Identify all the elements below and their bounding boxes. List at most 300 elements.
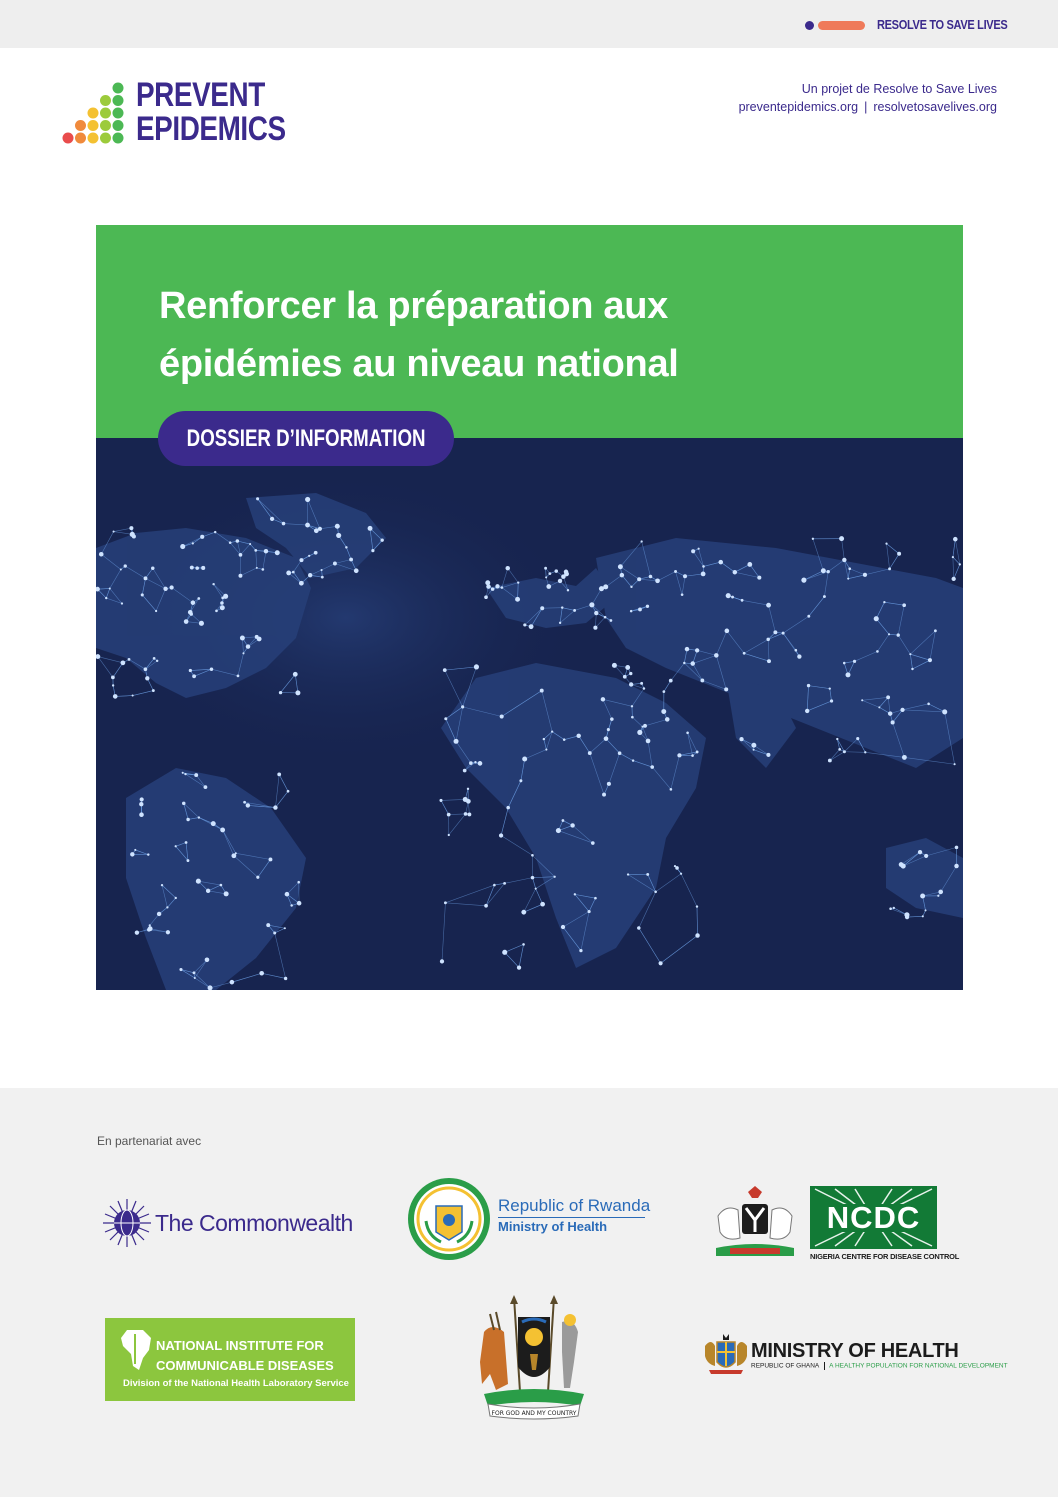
network-node [927, 703, 930, 706]
network-node [224, 891, 229, 896]
network-node [902, 755, 907, 760]
nigeria-coat-of-arms-icon [712, 1186, 798, 1260]
partners-intro: En partenariat avec [97, 1134, 202, 1148]
network-node [546, 584, 551, 589]
network-node [548, 572, 551, 575]
network-node [773, 630, 777, 634]
network-node [120, 568, 122, 570]
network-node [290, 904, 292, 906]
network-node [236, 539, 240, 543]
network-node [821, 568, 826, 573]
network-node [212, 583, 214, 585]
network-node [695, 933, 699, 937]
network-node [842, 558, 846, 562]
network-node [610, 619, 613, 622]
network-node [199, 621, 204, 626]
network-node [739, 737, 743, 741]
network-node [210, 667, 213, 670]
network-node [286, 571, 291, 576]
network-node [206, 889, 210, 893]
network-node [579, 949, 582, 952]
header-dot-icon [805, 21, 814, 30]
network-node [686, 731, 689, 734]
network-node [229, 541, 232, 544]
network-node [345, 546, 347, 548]
network-node [954, 864, 958, 868]
network-node [685, 647, 689, 651]
network-node [170, 585, 174, 589]
network-node [587, 910, 590, 913]
network-node [194, 977, 196, 979]
partners-section [0, 1088, 1058, 1497]
network-node [594, 611, 598, 615]
network-node [220, 601, 224, 605]
network-node [305, 523, 310, 528]
network-node [733, 570, 737, 574]
network-node [603, 584, 608, 589]
network-node [214, 531, 216, 533]
logo-dot [63, 133, 74, 144]
network-node [741, 599, 744, 602]
network-node [558, 579, 562, 583]
network-node [354, 568, 359, 573]
network-node [655, 578, 660, 583]
network-node [669, 679, 673, 683]
logo-line-2: EPIDEMICS [136, 110, 286, 148]
hero-panel [96, 225, 963, 990]
network-node [185, 841, 188, 844]
network-node [853, 660, 856, 663]
network-node [650, 765, 654, 769]
network-node [282, 522, 286, 526]
header-pill-icon [818, 21, 865, 30]
network-node [629, 682, 633, 686]
network-node [187, 859, 190, 862]
network-node [254, 549, 257, 552]
network-node [141, 593, 144, 596]
network-node [121, 660, 126, 665]
network-node [553, 876, 555, 878]
network-node [556, 828, 561, 833]
network-node [607, 728, 610, 731]
network-node [531, 854, 534, 857]
network-node [627, 873, 629, 875]
network-node [696, 751, 699, 754]
network-node [485, 580, 490, 585]
ghana-title: MINISTRY OF HEALTH [751, 1340, 959, 1362]
hero-title-line-1: Renforcer la préparation aux [159, 285, 668, 327]
network-node [828, 759, 832, 763]
link-resolvetosavelives[interactable]: resolvetosavelives.org [873, 100, 997, 114]
header-brand-label: RESOLVE TO SAVE LIVES [877, 17, 1008, 32]
network-node [683, 574, 687, 578]
network-node [155, 610, 157, 612]
network-node [239, 553, 243, 557]
network-node [484, 904, 488, 908]
network-node [109, 587, 111, 589]
network-node [612, 663, 617, 668]
network-node [888, 711, 892, 715]
network-node [321, 569, 323, 571]
network-node [186, 818, 189, 821]
network-node [499, 833, 503, 837]
logo-dot [75, 120, 86, 131]
network-node [888, 633, 890, 635]
network-node [223, 594, 228, 599]
network-node [515, 597, 520, 602]
network-node [262, 568, 265, 571]
ncdc-wordmark: NCDC [826, 1200, 921, 1235]
network-node [469, 761, 473, 765]
network-node [588, 751, 592, 755]
network-node [883, 601, 885, 603]
network-node [478, 761, 483, 766]
ghana-subtitle [751, 1362, 1008, 1370]
rwanda-line-1: Republic of Rwanda [498, 1196, 651, 1215]
network-node [589, 602, 594, 607]
project-line: Un projet de Resolve to Save Lives [801, 82, 997, 96]
network-node [220, 884, 223, 887]
network-node [279, 691, 282, 694]
network-node [505, 566, 509, 570]
network-node [564, 570, 568, 574]
network-node [618, 564, 623, 569]
network-node [540, 902, 545, 907]
nicd-line-1: NATIONAL INSTITUTE FOR [156, 1338, 324, 1353]
network-node [574, 893, 576, 895]
logo-dot [113, 95, 124, 106]
logo-dot [100, 95, 111, 106]
network-node [157, 912, 161, 916]
network-node [702, 565, 705, 568]
network-node [922, 915, 924, 917]
ghana-coat-of-arms-icon [703, 1332, 749, 1376]
network-node [484, 595, 488, 599]
network-node [576, 734, 580, 738]
network-node [801, 578, 806, 583]
hero-title [159, 277, 859, 393]
network-node [205, 957, 210, 962]
dot-matrix-icon [62, 78, 132, 148]
network-node [900, 708, 904, 712]
network-node [646, 873, 649, 876]
network-node [889, 907, 892, 910]
network-node [522, 943, 525, 946]
network-node [292, 571, 295, 574]
world-network-map [96, 438, 963, 990]
network-node [467, 788, 469, 790]
network-node [731, 596, 734, 599]
network-node [610, 717, 614, 721]
network-node [321, 576, 324, 579]
network-node [918, 850, 922, 854]
network-node [681, 593, 684, 596]
uganda-motto: FOR GOD AND MY COUNTRY [491, 1410, 577, 1417]
network-node [175, 897, 177, 899]
network-node [191, 600, 196, 605]
network-node [696, 905, 698, 907]
network-node [559, 622, 561, 624]
network-node [691, 549, 695, 553]
network-node [747, 562, 752, 567]
network-node [467, 812, 471, 816]
network-node [629, 672, 632, 675]
network-node [934, 629, 937, 632]
network-node [130, 532, 135, 537]
network-node [766, 753, 770, 757]
rwanda-line-2: Ministry of Health [498, 1219, 608, 1234]
project-meta [739, 80, 997, 116]
network-node [924, 854, 928, 858]
network-node [220, 605, 225, 610]
network-node [640, 682, 643, 685]
network-node [604, 616, 607, 619]
top-bar [0, 0, 1058, 48]
network-node [563, 738, 566, 741]
network-node [766, 603, 771, 608]
network-node [937, 895, 939, 897]
network-node [148, 926, 153, 931]
network-node [144, 667, 148, 671]
network-node [190, 566, 194, 570]
network-node [529, 624, 534, 629]
network-node [856, 737, 859, 740]
network-node [163, 587, 167, 591]
network-node [888, 567, 891, 570]
commonwealth-globe-icon [102, 1198, 152, 1248]
network-node [928, 658, 932, 662]
uganda-coat-of-arms-icon [474, 1292, 594, 1422]
network-node [561, 606, 563, 608]
network-node [156, 660, 158, 662]
network-node [847, 578, 849, 580]
network-node [295, 690, 300, 695]
network-node [134, 849, 136, 851]
rwanda-logo [406, 1176, 492, 1262]
network-node [751, 743, 756, 748]
network-node [201, 566, 205, 570]
commonwealth-name: The Commonwealth [155, 1210, 353, 1236]
network-node [897, 552, 901, 556]
network-node [166, 930, 170, 934]
network-node [543, 738, 545, 740]
logo-line-1: PREVENT [136, 76, 265, 114]
network-node [861, 699, 863, 701]
logo-dot [113, 120, 124, 131]
network-node [593, 626, 597, 630]
network-node [275, 550, 280, 555]
network-node [266, 923, 270, 927]
network-node [308, 555, 310, 557]
network-node [886, 695, 890, 699]
network-node [836, 738, 838, 740]
network-node [192, 674, 196, 678]
network-node [540, 689, 544, 693]
network-node [807, 615, 810, 618]
network-node [544, 567, 547, 570]
network-node [540, 606, 544, 610]
network-node [602, 793, 606, 797]
network-node [724, 687, 728, 691]
network-node [953, 537, 958, 542]
network-node [308, 573, 312, 577]
nicd-logo [105, 1318, 355, 1401]
network-node [493, 884, 496, 887]
network-node [925, 909, 927, 911]
network-node [246, 803, 250, 807]
network-node [284, 927, 286, 929]
network-node [273, 932, 276, 935]
network-node [952, 577, 956, 581]
network-node [899, 862, 904, 867]
network-node [287, 790, 290, 793]
network-node [846, 672, 851, 677]
network-node [618, 751, 622, 755]
network-node [683, 662, 685, 664]
network-node [843, 662, 846, 665]
network-node [630, 610, 633, 613]
network-node [523, 623, 526, 626]
network-node [256, 567, 258, 569]
network-node [242, 652, 244, 654]
ncdc-logo [810, 1186, 937, 1249]
network-node [237, 674, 240, 677]
network-node [314, 551, 318, 555]
network-node [743, 652, 746, 655]
network-node [132, 695, 134, 697]
network-node [838, 748, 841, 751]
network-node [646, 605, 649, 608]
network-node [725, 629, 730, 634]
network-node [677, 753, 681, 757]
network-node [897, 633, 900, 636]
network-node [954, 763, 956, 765]
network-node [767, 659, 771, 663]
network-node [680, 873, 682, 875]
network-node [243, 801, 246, 804]
rwanda-rule [498, 1217, 645, 1218]
network-node [444, 901, 447, 904]
network-node [843, 750, 846, 753]
network-node [620, 573, 624, 577]
network-node [630, 586, 632, 588]
link-separator: | [864, 100, 868, 114]
network-node [147, 853, 149, 855]
network-node [495, 584, 499, 588]
network-node [766, 638, 769, 641]
uganda-logo [474, 1292, 594, 1422]
network-node [99, 552, 104, 557]
network-node [631, 716, 634, 719]
network-node [643, 687, 646, 690]
network-node [726, 593, 731, 598]
network-node [175, 845, 177, 847]
network-node [531, 876, 535, 880]
network-node [562, 819, 565, 822]
network-node [753, 749, 755, 751]
network-node [461, 705, 464, 708]
network-node [805, 709, 809, 713]
network-node [643, 724, 647, 728]
network-node [305, 497, 310, 502]
network-node [601, 697, 605, 701]
network-node [140, 797, 144, 801]
network-node [197, 597, 200, 600]
network-node [902, 603, 906, 607]
network-node [501, 586, 504, 589]
network-node [701, 571, 706, 576]
network-node [130, 852, 134, 856]
network-node [246, 644, 250, 648]
network-node [166, 906, 168, 908]
network-node [874, 616, 879, 621]
network-node [863, 573, 867, 577]
network-node [256, 497, 259, 500]
network-node [113, 694, 118, 699]
network-node [885, 543, 887, 545]
network-node [139, 812, 144, 817]
network-node [637, 577, 641, 581]
logo-dot [75, 133, 86, 144]
network-node [718, 560, 723, 565]
logo-dot [113, 83, 124, 94]
network-node [830, 699, 833, 702]
network-node [920, 894, 925, 899]
network-node [464, 812, 468, 816]
network-node [555, 569, 558, 572]
network-node [807, 684, 810, 687]
link-preventepidemics[interactable]: preventepidemics.org [738, 100, 859, 114]
network-node [942, 709, 947, 714]
network-node [256, 876, 259, 879]
network-node [649, 575, 653, 579]
network-node [594, 897, 597, 900]
network-node [695, 648, 699, 652]
network-node [139, 802, 143, 806]
network-node [198, 816, 200, 818]
network-node [625, 665, 630, 670]
network-node [293, 672, 298, 677]
network-node [273, 805, 277, 809]
network-node [474, 664, 479, 669]
network-node [661, 709, 666, 714]
network-node [230, 980, 235, 985]
network-node [371, 549, 374, 552]
network-node [826, 570, 829, 573]
network-node [698, 548, 700, 550]
network-node [638, 608, 642, 612]
network-node [535, 888, 537, 890]
network-node [189, 669, 192, 672]
network-node [893, 907, 895, 909]
network-node [463, 769, 467, 773]
network-node [454, 739, 459, 744]
network-node [182, 772, 184, 774]
network-node [113, 531, 115, 533]
network-node [180, 544, 185, 549]
network-node [517, 581, 519, 583]
network-node [551, 730, 553, 732]
network-node [220, 828, 225, 833]
logo-dot [100, 108, 111, 119]
network-node [129, 526, 133, 530]
network-node [195, 566, 199, 570]
network-node [368, 526, 373, 531]
network-node [637, 730, 642, 735]
network-node [670, 788, 673, 791]
network-node [604, 736, 609, 741]
network-node [570, 823, 574, 827]
